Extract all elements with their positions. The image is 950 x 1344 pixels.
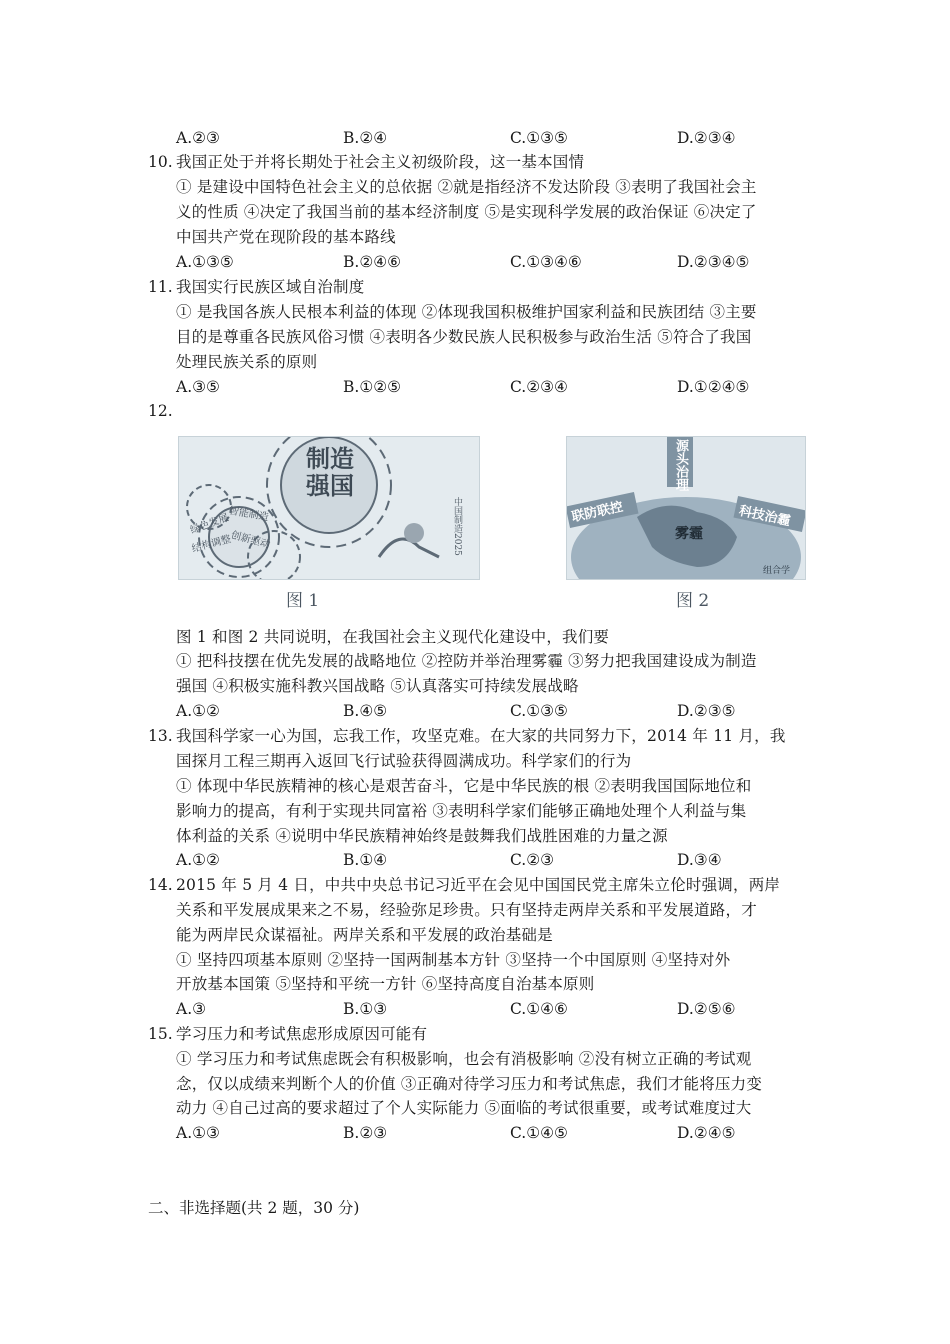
figure-2-smog-control: [566, 436, 806, 580]
gear-small-label: 智能制造: [228, 505, 270, 524]
option-a: A.③: [176, 1000, 207, 1018]
question-number: 12.: [148, 402, 173, 420]
question-line: 强国 ④积极实施科教兴国战略 ⑤认真落实可持续发展战略: [176, 677, 579, 695]
question-stem: 我国科学家一心为国，忘我工作，攻坚克难。在大家的共同努力下，2014 年 11 月，我: [176, 727, 786, 745]
option-a: A.③⑤: [176, 378, 220, 396]
option-a: A.②③: [176, 129, 220, 147]
option-c: C.①③⑤: [510, 702, 568, 720]
figure-2-caption: 图 2: [676, 591, 710, 611]
question-line: 中国共产党在现阶段的基本路线: [176, 228, 396, 246]
question-stem: 我国实行民族区域自治制度: [176, 278, 365, 296]
option-d: D.②③④⑤: [677, 253, 750, 271]
option-d: D.②④⑤: [677, 1124, 736, 1142]
question-number: 10.: [148, 153, 173, 171]
gear-small-label: 结构调整: [190, 533, 233, 555]
question-line: 国探月工程三期再入返回飞行试验获得圆满成功。科学家们的行为: [176, 752, 632, 770]
gear-small-label: 创新驱动: [229, 529, 272, 551]
option-a: A.①②: [176, 851, 220, 869]
option-d: D.①②④⑤: [677, 378, 750, 396]
option-b: B.②④⑥: [343, 253, 402, 271]
gear-small-label: 绿色发展: [189, 512, 231, 537]
question-line: 目的是尊重各民族风俗习惯 ④表明各少数民族人民积极参与政治生活 ⑤符合了我国: [176, 328, 752, 346]
question-line: ① 把科技摆在优先发展的战略地位 ②控防并举治理雾霾 ③努力把我国建设成为制造: [176, 652, 757, 670]
question-stem: 学习压力和考试焦虑形成原因可能有: [176, 1025, 428, 1043]
option-b: B.①②⑤: [343, 378, 402, 396]
option-a: A.①②: [176, 702, 220, 720]
label-joint-control: 联防联控: [570, 499, 625, 526]
option-d: D.②⑤⑥: [677, 1000, 736, 1018]
question-number: 15.: [148, 1025, 173, 1043]
option-a: A.①③: [176, 1124, 220, 1142]
option-c: C.①④⑤: [510, 1124, 568, 1142]
option-b: B.④⑤: [343, 702, 388, 720]
option-d: D.②③⑤: [677, 702, 736, 720]
question-number: 13.: [148, 727, 173, 745]
question-line: ① 体现中华民族精神的核心是艰苦奋斗，它是中华民族的根 ②表明我国国际地位和: [176, 777, 752, 795]
question-stem: 2015 年 5 月 4 日，中共中央总书记习近平在会见中国国民党主席朱立伦时强调，两岸: [176, 876, 781, 894]
question-line: ① 是我国各族人民根本利益的体现 ②体现我国积极维护国家利益和民族团结 ③主要: [176, 303, 757, 321]
option-d: D.②③④: [677, 129, 736, 147]
question-line: 关系和平发展成果来之不易，经验弥足珍贵。只有坚持走两岸关系和平发展道路，才: [176, 901, 757, 919]
option-d: D.③④: [677, 851, 722, 869]
option-c: C.①③④⑥: [510, 253, 582, 271]
option-b: B.①④: [343, 851, 388, 869]
question-stem: 我国正处于并将长期处于社会主义初级阶段，这一基本国情: [176, 153, 585, 171]
figure-1-made-in-china: [178, 436, 480, 580]
question-line: 处理民族关系的原则: [176, 353, 318, 371]
question-line: ① 学习压力和考试焦虑既会有积极影响，也会有消极影响 ②没有树立正确的考试观: [176, 1050, 752, 1068]
label-tech-control: 科技治霾: [737, 503, 792, 530]
question-number: 14.: [148, 876, 173, 894]
question-number: 11.: [148, 278, 173, 296]
question-line: 体利益的关系 ④说明中华民族精神始终是鼓舞我们战胜困难的力量之源: [176, 827, 668, 845]
figure-credit: 组合学: [763, 566, 791, 576]
question-line: 动力 ④自己过高的要求超过了个人实际能力 ⑤面临的考试很重要，或考试难度过大: [176, 1099, 752, 1117]
gear-main-label: 制造 强国: [306, 444, 354, 500]
option-b: B.②④: [343, 129, 388, 147]
question-line: ① 是建设中国特色社会主义的总依据 ②就是指经济不发达阶段 ③表明了我国社会主: [176, 178, 757, 196]
question-line: 念，仅以成绩来判断个人的价值 ③正确对待学习压力和考试焦虑，我们才能将压力变: [176, 1075, 763, 1093]
question-line: 开放基本国策 ⑤坚持和平统一方针 ⑥坚持高度自治基本原则: [176, 975, 595, 993]
option-a: A.①③⑤: [176, 253, 234, 271]
question-line: 影响力的提高，有利于实现共同富裕 ③表明科学家们能够正确地处理个人利益与集: [176, 802, 747, 820]
question-line: 义的性质 ④决定了我国当前的基本经济制度 ⑤是实现科学发展的政治保证 ⑥决定了: [176, 203, 757, 221]
question-stem: 图 1 和图 2 共同说明，在我国社会主义现代化建设中，我们要: [176, 628, 610, 646]
label-source-control: 源头治理: [673, 439, 688, 491]
figure-1-caption: 图 1: [286, 591, 320, 611]
option-c: C.②③④: [510, 378, 568, 396]
question-line: 能为两岸民众谋福祉。两岸关系和平发展的政治基础是: [176, 926, 553, 944]
section-heading: 二、非选择题(共 2 题，30 分): [148, 1199, 360, 1217]
label-smog: 雾霾: [675, 526, 703, 542]
question-line: ① 坚持四项基本原则 ②坚持一国两制基本方针 ③坚持一个中国原则 ④坚持对外: [176, 951, 731, 969]
option-b: B.②③: [343, 1124, 388, 1142]
option-c: C.①③⑤: [510, 129, 568, 147]
figure-side-label: 中国制造2025: [452, 497, 462, 556]
option-c: C.②③: [510, 851, 555, 869]
option-c: C.①④⑥: [510, 1000, 568, 1018]
option-b: B.①③: [343, 1000, 388, 1018]
